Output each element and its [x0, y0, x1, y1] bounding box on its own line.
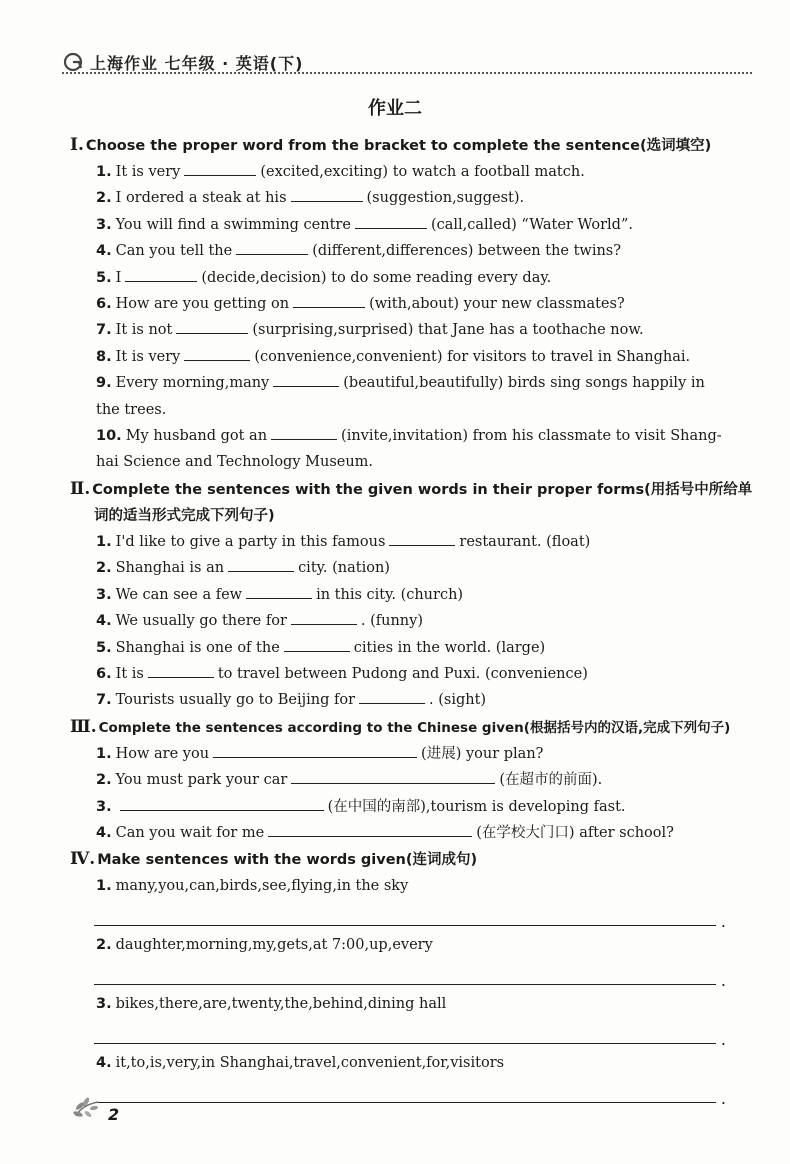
publisher-logo-icon: [62, 51, 84, 73]
question-item: 4. Can you wait for me (在学校大门口) after school?: [96, 820, 760, 846]
answer-blank[interactable]: [271, 423, 337, 440]
question-item: 8. It is very (convenience,convenient) for visitors to travel in Shanghai.: [96, 344, 760, 370]
question-item: 3. You will find a swimming centre (call,called) “Water World”.: [96, 212, 760, 238]
section-2: [70, 476, 760, 714]
question-item: 3. bikes,there,are,twenty,the,behind,dining hall: [96, 996, 447, 1012]
header-divider: [62, 72, 752, 74]
question-item: 4. Can you tell the (different,differences) between the twins?: [96, 238, 760, 264]
question-item: 10. My husband got an (invite,invitation) from his classmate to visit Shang- hai Science and Technology Museum.: [96, 423, 760, 476]
answer-blank[interactable]: [125, 265, 197, 282]
question-item: 6. It is to travel between Pudong and Puxi. (convenience): [96, 661, 760, 687]
section-heading: Ⅳ. Make sentences with the words given(连词成句): [70, 849, 478, 869]
section-heading: Ⅲ. Complete the sentences according to the Chinese given(根据括号内的汉语,完成下列句子): [70, 717, 731, 737]
answer-line[interactable]: [94, 905, 716, 926]
section-3: [70, 714, 760, 847]
section-heading: Ⅱ. Complete the sentences with the given words in their proper forms(用括号中所给单 词的适当形式完成下列句子): [70, 479, 753, 524]
question-item: 4. it,to,is,very,in Shanghai,travel,convenient,for,visitors: [96, 1055, 505, 1071]
question-item: 3. (在中国的南部),tourism is developing fast.: [96, 794, 760, 820]
answer-blank[interactable]: [176, 317, 248, 334]
answer-blank[interactable]: [284, 635, 350, 652]
answer-blank[interactable]: [359, 687, 425, 704]
leaf-decoration-icon: [70, 1090, 104, 1124]
question-item: 5. I (decide,decision) to do some reading every day.: [96, 265, 760, 291]
question-item: 1. I'd like to give a party in this famous restaurant. (float): [96, 529, 760, 555]
question-item: 3. We can see a few in this city. (church): [96, 582, 760, 608]
question-item: 1. How are you (进展) your plan?: [96, 741, 760, 767]
question-item: 9. Every morning,many (beautiful,beautifully) birds sing songs happily in the trees.: [96, 370, 760, 423]
question-item: 7. It is not (surprising,surprised) that Jane has a toothache now.: [96, 317, 760, 343]
answer-line[interactable]: [94, 964, 716, 985]
answer-blank[interactable]: [291, 608, 357, 625]
page-number: 2: [108, 1105, 120, 1124]
question-item: 1. It is very (excited,exciting) to watch a football match.: [96, 159, 760, 185]
answer-blank[interactable]: [228, 555, 294, 572]
question-item: 2. Shanghai is an city. (nation): [96, 555, 760, 581]
answer-blank[interactable]: [273, 370, 339, 387]
answer-blank[interactable]: [291, 185, 363, 202]
book-title: 上海作业 七年级 · 英语(下): [90, 53, 304, 73]
question-item: 5. Shanghai is one of the cities in the world. (large): [96, 635, 760, 661]
answer-line[interactable]: [94, 1082, 716, 1103]
answer-blank[interactable]: [293, 291, 365, 308]
section-1: [70, 132, 760, 476]
section-heading: Ⅰ. Choose the proper word from the bracket to complete the sentence(选词填空): [70, 135, 712, 155]
question-item: 6. How are you getting on (with,about) your new classmates?: [96, 291, 760, 317]
answer-blank[interactable]: [355, 212, 427, 229]
running-header: [62, 50, 303, 74]
answer-blank[interactable]: [184, 344, 250, 361]
question-item: 2. daughter,morning,my,gets,at 7:00,up,every: [96, 937, 433, 953]
answer-blank[interactable]: [246, 582, 312, 599]
answer-blank[interactable]: [184, 159, 256, 176]
question-item: 2. I ordered a steak at his (suggestion,suggest).: [96, 185, 760, 211]
question-item: 4. We usually go there for . (funny): [96, 608, 760, 634]
question-item: 2. You must park your car (在超市的前面).: [96, 767, 760, 793]
answer-blank[interactable]: [236, 238, 308, 255]
answer-blank[interactable]: [148, 661, 214, 678]
answer-blank[interactable]: [291, 767, 495, 784]
page-footer: [70, 1090, 119, 1124]
page-title: 作业二: [368, 98, 422, 119]
answer-blank[interactable]: [268, 820, 472, 837]
answer-blank[interactable]: [389, 529, 455, 546]
answer-line[interactable]: [94, 1023, 716, 1044]
answer-blank[interactable]: [120, 794, 324, 811]
question-item: 1. many,you,can,birds,see,flying,in the sky: [96, 878, 409, 894]
question-item: 7. Tourists usually go to Beijing for . (sight): [96, 687, 760, 713]
answer-blank[interactable]: [213, 741, 417, 758]
section-4: [70, 846, 760, 1103]
